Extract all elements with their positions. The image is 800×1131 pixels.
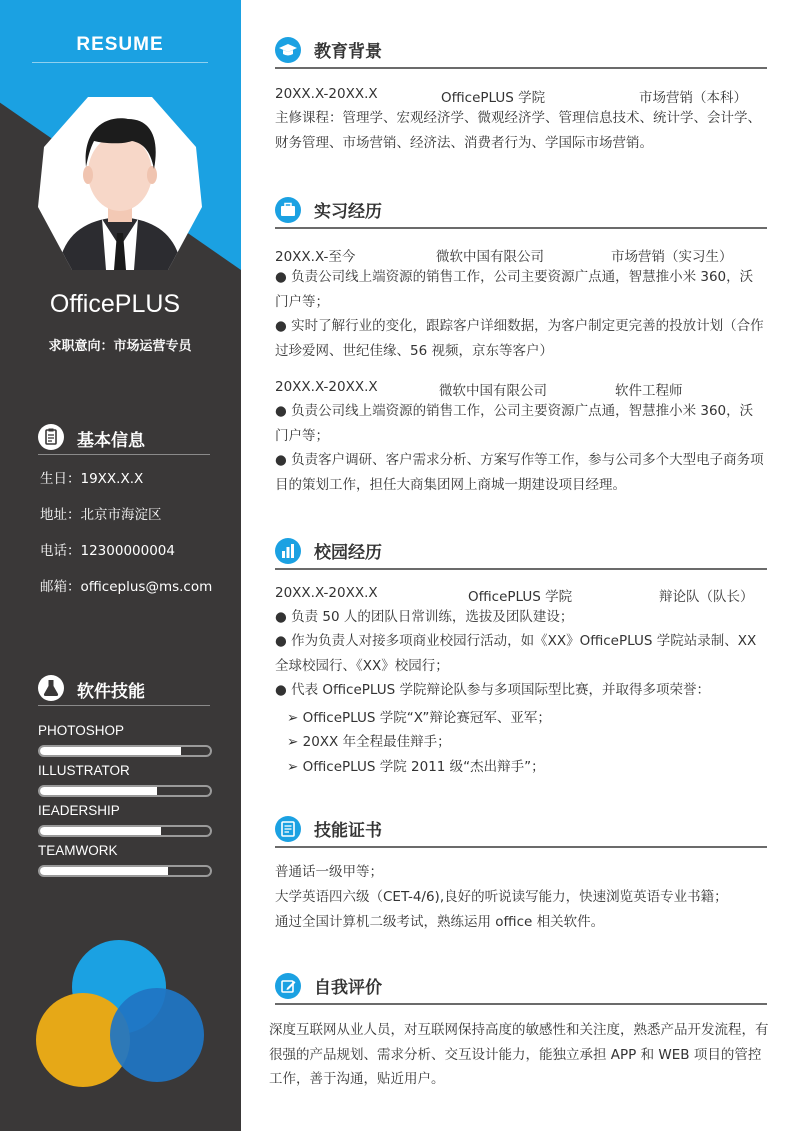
skill-photoshop bbox=[38, 723, 210, 757]
skills-header bbox=[38, 675, 210, 706]
cert-line: 普通话一级甲等； bbox=[275, 864, 383, 880]
campus-title: 校园经历 bbox=[314, 543, 382, 563]
campus-role: 辩论队（队长） bbox=[659, 589, 754, 605]
skill-label: ILLUSTRATOR bbox=[38, 763, 130, 778]
internship-header bbox=[275, 197, 767, 229]
flask-icon bbox=[38, 675, 64, 701]
cert-line: 通过全国计算机二级考试，熟练运用 office 相关软件。 bbox=[275, 914, 605, 930]
certs-header bbox=[275, 816, 767, 848]
title-divider bbox=[32, 62, 208, 63]
certs-title: 技能证书 bbox=[314, 821, 382, 841]
bar-chart-icon bbox=[275, 538, 301, 564]
avatar bbox=[38, 97, 202, 270]
job-intent: 求职意向：市场运营专员 bbox=[48, 339, 192, 354]
job-company: 微软中国有限公司 bbox=[439, 383, 547, 399]
self-eval-text: 深度互联网从业人员，对互联网保持高度的敏感性和关注度，熟悉产品开发流程，有很强的产品规划、需求分析、交互设计能力，能独立承担 APP 和 WEB 项目的管控工作，善于沟通，贴近用户。 bbox=[269, 1022, 769, 1087]
job-bullet: ● 负责客户调研、客户需求分析、方案写作等工作，参与公司多个大型电子商务项目的策划工作，担任大商集团网上商城一期建设项目经理。 bbox=[275, 452, 764, 493]
edit-icon bbox=[275, 973, 301, 999]
basic-info-title: 基本信息 bbox=[77, 431, 145, 451]
skill-bar-fill bbox=[40, 827, 161, 835]
skill-bar-fill bbox=[40, 787, 157, 795]
campus-date: 20XX.X-20XX.X bbox=[275, 585, 378, 601]
campus-bullet: ● 作为负责人对接多项商业校园行活动，如《XX》OfficePLUS 学院站录制、XX 全球校园行、《XX》校园行； bbox=[275, 633, 757, 674]
skill-bar-fill bbox=[40, 867, 168, 875]
graduation-cap-icon bbox=[275, 37, 301, 63]
education-title: 教育背景 bbox=[314, 42, 382, 62]
job-company: 微软中国有限公司 bbox=[436, 249, 544, 265]
basic-info-header bbox=[38, 424, 210, 455]
skill-bar bbox=[38, 825, 212, 837]
skills-title: 软件技能 bbox=[77, 682, 145, 702]
honor-item: ➢ OfficePLUS 学院“X”辩论赛冠军、亚军； bbox=[287, 710, 551, 726]
certificate-icon bbox=[275, 816, 301, 842]
decorative-circles bbox=[35, 935, 210, 1095]
info-birthday: 生日：19XX.X.X bbox=[40, 471, 144, 487]
self-eval-header bbox=[275, 973, 767, 1005]
briefcase-icon bbox=[275, 197, 301, 223]
internship-title: 实习经历 bbox=[314, 202, 382, 222]
education-courses: 主修课程：管理学、宏观经济学、微观经济学、管理信息技术、统计学、会计学、财务管理、市场营销、经济法、消费者行为、学国际市场营销。 bbox=[275, 110, 761, 151]
info-address: 地址：北京市海淀区 bbox=[40, 507, 162, 523]
info-email: 邮箱：officeplus@ms.com bbox=[40, 579, 213, 595]
job-bullet: ● 负责公司线上端资源的销售工作，公司主要资源广点通，智慧推小米 360，沃门户等； bbox=[275, 269, 754, 310]
self-eval-title: 自我评价 bbox=[314, 978, 382, 998]
skill-bar-fill bbox=[40, 747, 181, 755]
skill-bar bbox=[38, 865, 212, 877]
cert-line: 大学英语四六级（CET-4/6),良好的听说读写能力，快速浏览英语专业书籍； bbox=[275, 889, 728, 905]
job-bullet: ● 实时了解行业的变化，跟踪客户详细数据，为客户制定更完善的投放计划（合作过珍爱网、世纪佳缘、56 视频，京东等客户） bbox=[275, 318, 764, 359]
skill-bar bbox=[38, 745, 212, 757]
job-date: 20XX.X-20XX.X bbox=[275, 379, 378, 395]
campus-header bbox=[275, 538, 767, 570]
skill-label: PHOTOSHOP bbox=[38, 723, 125, 738]
education-major: 市场营销（本科） bbox=[639, 90, 747, 106]
education-date: 20XX.X-20XX.X bbox=[275, 86, 378, 102]
job-bullet: ● 负责公司线上端资源的销售工作，公司主要资源广点通，智慧推小米 360，沃门户等； bbox=[275, 403, 754, 444]
education-header bbox=[275, 37, 767, 69]
resume-title: RESUME bbox=[76, 34, 164, 55]
skill-label: TEAMWORK bbox=[38, 843, 118, 858]
clipboard-icon bbox=[38, 424, 64, 450]
skill-illustrator bbox=[38, 763, 210, 797]
skill-label: IEADERSHIP bbox=[38, 803, 120, 818]
job-role: 市场营销（实习生） bbox=[611, 249, 733, 265]
skill-bar bbox=[38, 785, 212, 797]
job-role: 软件工程师 bbox=[615, 383, 683, 399]
sidebar bbox=[0, 0, 241, 1131]
campus-bullet: ● 负责 50 人的团队日常训练，选拔及团队建设； bbox=[275, 609, 574, 625]
circle-right bbox=[110, 988, 204, 1082]
honor-item: ➢ 20XX 年全程最佳辩手； bbox=[287, 734, 451, 750]
job-date: 20XX.X-至今 bbox=[275, 249, 356, 265]
candidate-name: OfficePLUS bbox=[49, 290, 181, 318]
campus-school: OfficePLUS 学院 bbox=[468, 589, 573, 605]
skill-leadership bbox=[38, 803, 210, 837]
honor-item: ➢ OfficePLUS 学院 2011 级“杰出辩手”； bbox=[287, 759, 545, 775]
education-school: OfficePLUS 学院 bbox=[441, 90, 546, 106]
skill-teamwork bbox=[38, 843, 210, 877]
campus-bullet: ● 代表 OfficePLUS 学院辩论队参与多项国际型比赛，并取得多项荣誉： bbox=[275, 682, 710, 698]
info-phone: 电话：12300000004 bbox=[40, 543, 175, 559]
main-content bbox=[241, 0, 800, 1131]
